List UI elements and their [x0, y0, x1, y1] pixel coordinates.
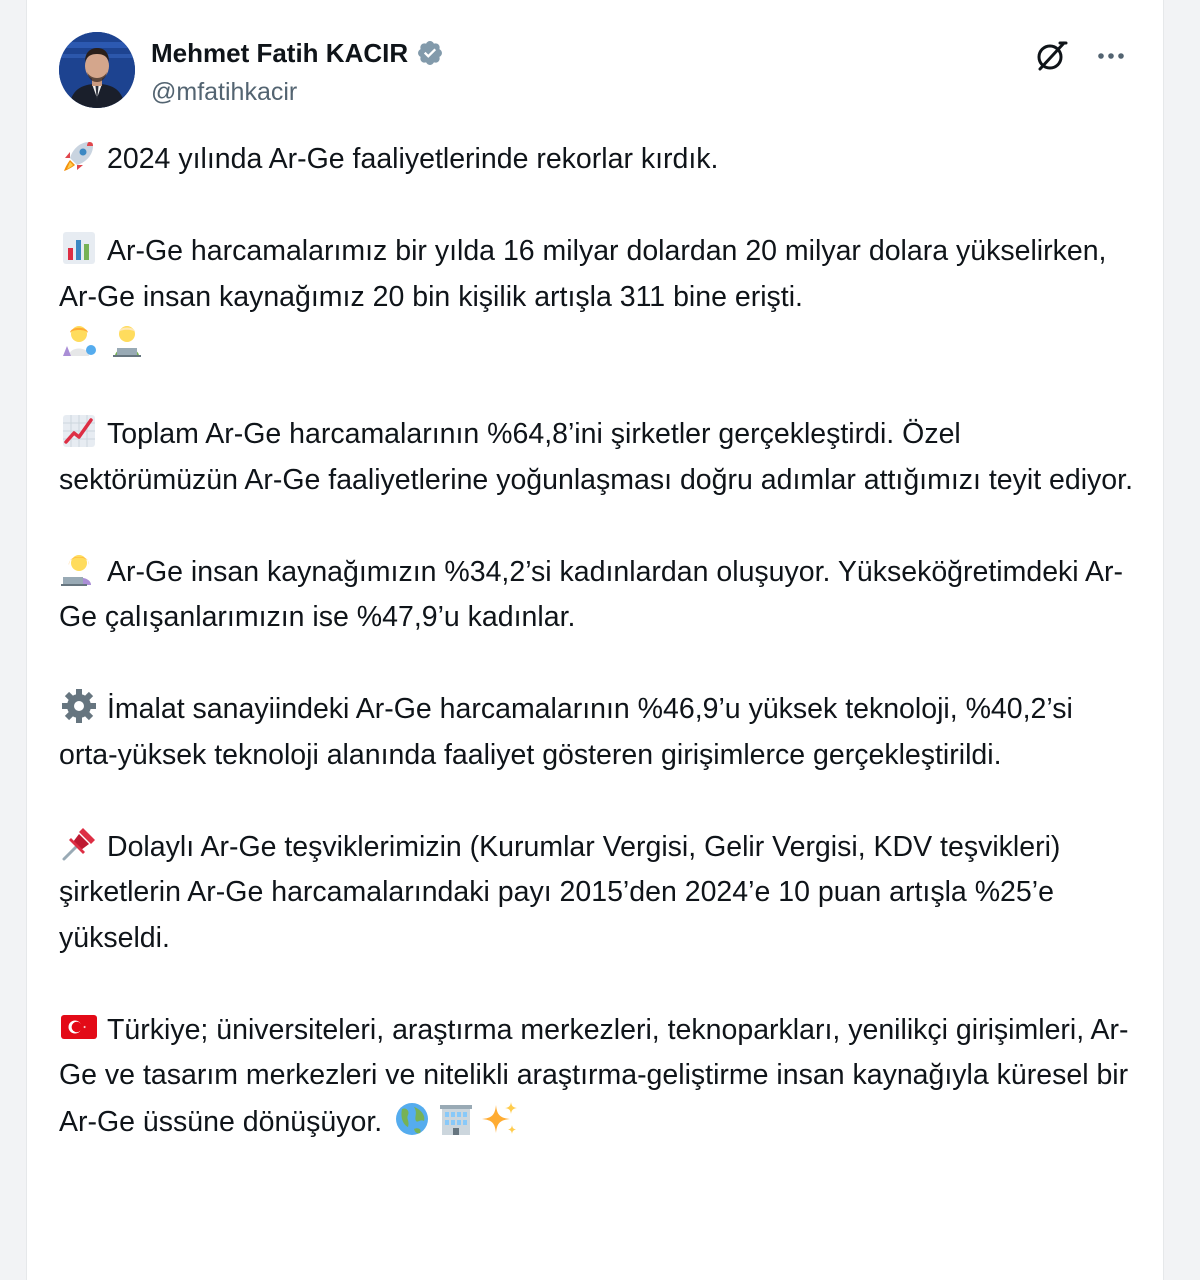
tweet-paragraph-4: [59, 549, 1139, 641]
bar-chart-icon: [59, 228, 99, 268]
name-row: [151, 38, 444, 68]
turkey-flag-icon: [59, 1007, 99, 1047]
gear-icon: [59, 686, 99, 726]
author-name[interactable]: Mehmet Fatih KACIR: [151, 38, 409, 68]
more-icon: [1095, 40, 1127, 77]
chart-increasing-icon: [59, 411, 99, 451]
paragraph-text: Ar-Ge insan kaynağımızın %34,2’si kadınlardan oluşuyor. Yükseköğretimdeki Ar-Ge çalışanlarımızın ise %47,9’u kadınlar.: [59, 555, 1123, 633]
paragraph-text: Dolaylı Ar-Ge teşviklerimizin (Kurumlar Vergisi, Gelir Vergisi, KDV teşvikleri) şirketlerin Ar-Ge harcamalarındaki payı 2015’den 2024’e 10 puan artışla %25’e yükseldi.: [59, 830, 1061, 954]
grok-button[interactable]: [1031, 38, 1071, 78]
more-options-button[interactable]: [1091, 38, 1131, 78]
rocket-icon: [59, 136, 99, 176]
man-technologist-icon: [107, 320, 147, 360]
tweet-paragraph-1: [59, 136, 1139, 183]
tweet-card: [26, 0, 1164, 1280]
paragraph-text: Toplam Ar-Ge harcamalarının %64,8’ini şirketler gerçekleştirdi. Özel sektörümüzün Ar-Ge faaliyetlerine yoğunlaşması doğru adımlar attığımızı teyit ediyor.: [59, 418, 1133, 496]
woman-scientist-icon: [59, 320, 99, 360]
pushpin-icon: [59, 824, 99, 864]
sparkles-icon: [480, 1099, 520, 1139]
paragraph-text: 2024 yılında Ar-Ge faaliyetlerinde rekorlar kırdık.: [107, 143, 719, 175]
woman-technologist-icon: [59, 549, 99, 589]
emoji-row: [59, 320, 1139, 366]
tweet-paragraph-3: [59, 411, 1139, 503]
verified-badge-icon[interactable]: [416, 39, 444, 67]
header-actions: [1031, 38, 1131, 78]
avatar[interactable]: [59, 32, 135, 108]
tweet-text: [59, 136, 1139, 1191]
grok-icon: [1034, 39, 1068, 78]
tweet-paragraph-2: [59, 228, 1139, 366]
tweet-header: [59, 32, 1131, 112]
paragraph-text: İmalat sanayiindeki Ar-Ge harcamalarının %46,9’u yüksek teknoloji, %40,2’si orta-yüksek teknoloji alanında faaliyet gösteren girişimlerce gerçekleştirildi.: [59, 693, 1073, 771]
globe-icon: [392, 1099, 432, 1139]
author-identity: [151, 38, 444, 106]
paragraph-text: Ar-Ge harcamalarımız bir yılda 16 milyar dolardan 20 milyar dolara yükselirken, Ar-Ge insan kaynağımız 20 bin kişilik artışla 311 bine erişti.: [59, 235, 1107, 313]
avatar-portrait: [59, 32, 135, 108]
tweet-paragraph-7: [59, 1007, 1139, 1146]
office-building-icon: [436, 1099, 476, 1139]
tweet-paragraph-5: [59, 686, 1139, 778]
author-handle[interactable]: @mfatihkacir: [151, 78, 298, 106]
paragraph-text: Türkiye; üniversiteleri, araştırma merkezleri, teknoparkları, yenilikçi girişimleri, Ar-Ge ve tasarım merkezleri ve nitelikli araştırma-geliştirme insan kaynağıyla küresel bir Ar-Ge üssüne dönüşüyor.: [59, 1013, 1129, 1138]
tweet-paragraph-6: [59, 824, 1139, 962]
